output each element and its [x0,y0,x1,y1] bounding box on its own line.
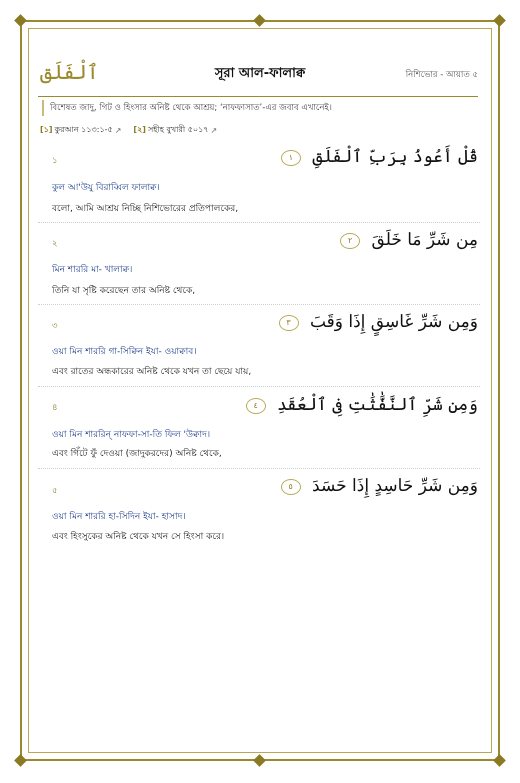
ayah-divider [38,468,480,469]
ayah-end-marker: ٤ [246,398,266,414]
ayah-transliteration: ওয়া মিন শাররিন্‌ নাফফা-সা-তি ফিল 'উক্বাদ। [52,430,211,440]
ayah-divider [38,386,480,387]
ayah-end-marker: ٥ [281,479,301,495]
reference-number: [১] [40,125,53,134]
header-divider [38,96,478,97]
ayah-number: ৪ [52,403,58,413]
ayah-transliteration: ওয়া মিন শাররি গা-সিক্বিন ইযা- ওয়াক্বাব। [52,347,197,357]
external-link-icon: ↗ [210,126,218,135]
ayah-number: ৩ [52,321,58,331]
ayah-arabic-text: وَمِن شَرِّ ٱلنَّفَّٰثَٰتِ فِى ٱلْعُقَدِ [277,395,478,415]
ayah-divider [38,222,480,223]
reference-list [40,124,217,137]
ayah-arabic [246,394,478,415]
ayah-translation: এবং গিঁটে ফুঁ দেওয়া (জাদুকরদের) অনিষ্ট থেকে, [52,449,222,459]
page-title: সূরা আল-ফালাক্ব [214,66,306,81]
ayah-translation: এবং রাতের অন্ধকারের অনিষ্ট থেকে যখন তা ছেয়ে যায়, [52,367,252,377]
reference-number: [২] [133,125,146,134]
ayah-number: ৫ [52,486,58,496]
ayah-number: ১ [52,156,58,166]
ayah-divider [38,304,480,305]
surah-meta: নিশিভোর - আয়াত ৫ [405,70,478,80]
reference-text: সহীহ বুখারী ৫০১৭ [147,125,209,134]
ayah-translation: বলো, আমি আশ্রয় নিচ্ছি নিশিভোরের প্রতিপালকের, [52,204,239,214]
ayah-arabic [281,476,478,496]
ayah-arabic [279,312,478,332]
ayah-end-marker: ٢ [340,233,360,249]
ayah-transliteration: মিন শাররি মা- খালাক্ব। [52,265,133,275]
reference-link[interactable] [133,124,217,137]
intro-note: বিশেষত জাদু, গিট ও হিংসার অনিষ্ট থেকে আশ্রয়; ‘নাফফাসাত’-এর জবাব এখানেই। [42,100,474,116]
ayah-number: ২ [52,239,58,249]
ayah-transliteration: কুল আ'উযু বিরাব্বিল ফালাক্ব। [52,183,160,193]
external-link-icon: ↗ [114,126,122,135]
page-header [38,58,482,92]
surah-arabic-name: ٱلْفَلَق [40,60,99,84]
reference-link[interactable] [40,124,121,137]
ayah-arabic-text: وَمِن شَرِّ غَاسِقٍ إِذَا وَقَبَ [309,312,478,332]
ayah-arabic [281,146,478,167]
reference-text: কুরআন ১১৩:১-৫ [54,125,113,134]
ayah-arabic-text: مِن شَرِّ مَا خَلَقَ [371,230,478,250]
ayah-transliteration: ওয়া মিন শাররি হা-সিদিন ইযা- হাসাদ। [52,512,186,522]
ayah-end-marker: ٣ [279,315,299,331]
ayah-end-marker: ١ [281,150,301,166]
ayah-translation: তিনি যা সৃষ্টি করেছেন তার অনিষ্ট থেকে, [52,286,196,296]
ayah-arabic-text: قُلْ أَعُوذُ بِرَبِّ ٱلْفَلَقِ [312,147,478,167]
ayah-arabic [340,230,478,250]
ayah-arabic-text: وَمِن شَرِّ حَاسِدٍ إِذَا حَسَدَ [312,476,478,496]
ayah-translation: এবং হিংসুকের অনিষ্ট থেকে যখন সে হিংসা করে। [52,532,225,542]
